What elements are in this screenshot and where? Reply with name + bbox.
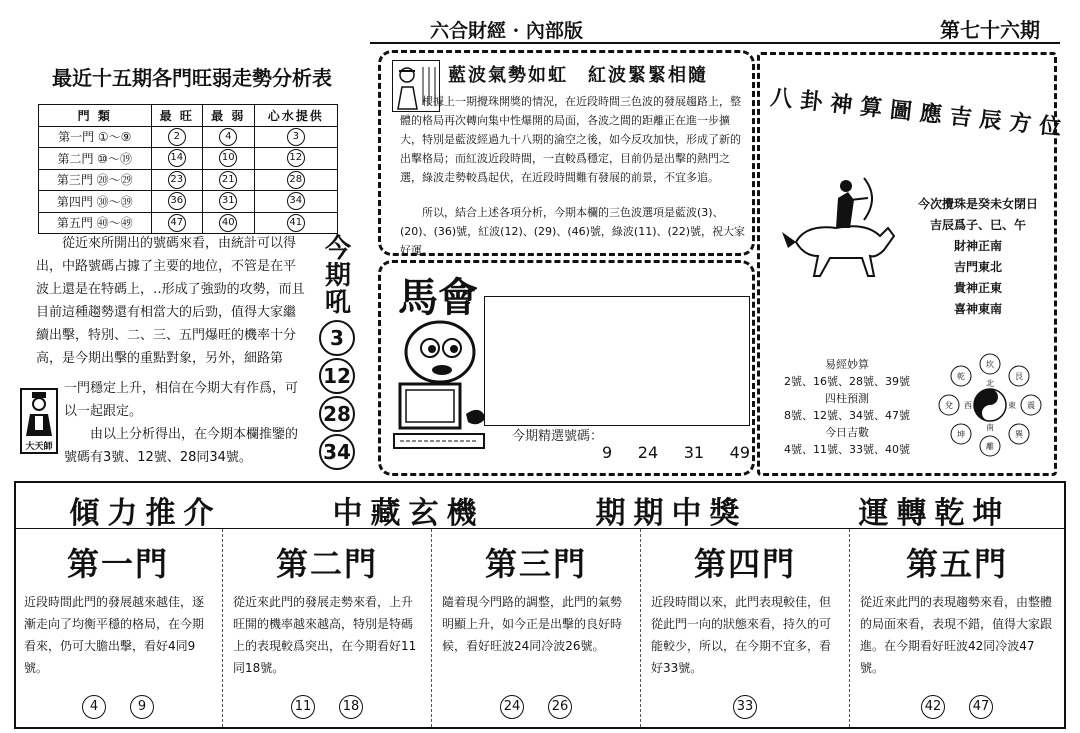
wave-title: 藍波氣勢如虹 紅波緊緊相隨 [448,65,708,86]
analysis-paragraph: 從近來所開出的號碼來看，由統計可以得出，中路號碼占據了主要的地位，不管是在平波上還是在特碼上，‥形成了強勁的攻勢，而且目前這種趨勢還有相當大的后勁，值得大家繼續出擊，特別、二、三、五門爆旺的機率十分高，是今期出擊的重點對象，另外，細路第 [36,236,305,366]
column-header: 心水提供 [254,105,338,127]
column-heading: 第二門 [275,545,378,583]
door-column-3 [432,529,641,727]
ball: 18 [339,695,363,719]
pick-number: 24 [637,443,659,462]
column-balls [14,695,222,719]
pick-value: 3 [287,128,305,146]
door-name: 第三門 ⑳～㉙ [39,169,152,191]
column-text: 從近來此門的發展走勢來看，上升旺開的機率越來越高，特別是特碼上的表現較爲突出，在今期看好11同18號。 [233,595,417,675]
ball: 42 [921,695,945,719]
bagua-label: 坎 [986,360,994,369]
lucky-numbers: 4號、11號、33號、40號 [784,443,910,456]
deity-seal [20,388,58,454]
max-value: 36 [168,192,186,210]
max-value: 2 [168,128,186,146]
sizhu-numbers: 8號、12號、34號、47號 [784,409,910,422]
shout-label: 今期吼 [324,234,351,318]
column-heading: 第四門 [693,545,796,583]
ball: 4 [82,695,106,719]
analysis-table [38,104,338,234]
slogan: 運轉乾坤 [858,496,1011,531]
column-balls [223,695,431,719]
bagua-label: 震 [1027,401,1035,410]
slogan: 中藏玄機 [332,496,485,531]
door-name: 第二門 ⑩～⑲ [39,148,152,170]
max-value: 47 [168,214,186,232]
yijing-label: 易經妙算 [825,358,869,371]
bagua-direction: 西 [964,401,972,410]
column-balls [850,695,1064,719]
table-header-row [39,105,338,127]
bagua-direction: 北 [986,379,994,388]
bagua-icon [930,350,1050,460]
calc-results [772,356,922,458]
table-row [39,169,338,191]
min-value: 31 [219,192,237,210]
fortune-line: 吉門東北 [953,260,1002,274]
fortune-line: 吉辰爲子、巳、午 [929,218,1026,232]
column-balls [432,695,640,719]
shout-number: 34 [319,434,355,470]
column-header: 門 類 [39,105,152,127]
pick-value: 28 [287,171,305,189]
column-text: 近段時間以來，此門表現較佳，但從此門一向的狀態來看，持久的可能較少，所以，在今期不宜多，看好33號。 [651,595,832,675]
bagua-label: 兌 [945,401,953,410]
column-header: 最 旺 [151,105,203,127]
bagua-label: 艮 [1015,372,1023,381]
cartoon-computer [390,318,490,458]
door-name: 第五門 ㊵～㊾ [39,212,152,234]
picks-heading: 馬會 [398,274,478,321]
min-value: 21 [219,171,237,189]
picks-label: 今期精選號碼： [512,429,604,444]
min-value: 4 [219,128,237,146]
shout-number: 28 [319,396,355,432]
shout-number: 3 [319,320,355,356]
pick-number: 49 [729,443,750,462]
lucky-label: 今日吉數 [825,426,869,439]
analysis-paragraph: 一門穩定上升，相信在今期大有作爲，可以一起跟定。 [64,381,299,419]
ball: 11 [291,695,315,719]
min-value: 40 [219,214,237,232]
picks-board [484,296,750,426]
ball: 33 [733,695,757,719]
column-text: 近段時間此門的發展越來越佳，逐漸走向了均衡平穩的格局，在今期看來，仍可大膽出擊，看好4同9號。 [24,595,205,675]
column-balls [641,695,849,719]
bagua-label: 巽 [1015,430,1023,439]
ball: 26 [548,695,572,719]
pick-number: 9 [602,443,613,462]
header-rule [370,42,1060,44]
bagua-label: 乾 [957,372,965,381]
fortune-line: 今次攪珠是癸未女閉日 [917,197,1038,211]
table-row [39,191,338,213]
bagua-direction: 南 [986,423,994,432]
deity-figure-icon [22,390,56,438]
pick-number: 31 [683,443,705,462]
table-row [39,126,338,148]
column-text: 隨着現今門路的調整，此門的氣勢明顯上升，如今正是出擊的良好時候，看好旺波24同冷波26號。 [442,595,623,653]
archer-on-horse-icon [776,172,906,282]
ball: 9 [130,695,154,719]
wave-paragraph: 根據上一期攪珠開獎的情況，在近段時間三色波的發展趨路上，整體的格局再次轉向集中性爆開的局面，各波之間的距離正在進一步擴大，特別是藍波經過九十八期的淪空之後，如今反攻加快，形成了新的出擊格局；而紅波近段時間，一直較爲穩定，目前仍是出擊的熱門之選，綠波走勢較爲起伏，在近段時間難有發展的前景，不宜多追。 [400,95,741,184]
table-row [39,212,338,234]
analysis-paragraph: 由以上分析得出，在今期本欄推鑒的號碼有3號、12號、28同34號。 [64,427,299,465]
door-column-1 [14,529,223,727]
column-heading: 第三門 [484,545,587,583]
bagua-direction: 東 [1008,401,1016,410]
column-heading: 第一門 [66,545,169,583]
max-value: 14 [168,149,186,167]
door-name: 第四門 ㉚～㊴ [39,191,152,213]
column-header: 最 弱 [203,105,255,127]
max-value: 23 [168,171,186,189]
table-row [39,148,338,170]
column-text: 從近來此門的表現趨勢來看，由整體的局面來看，表現不錯，值得大家跟進。在今期看好旺波42同冷波47號。 [860,595,1053,675]
cartoon-computer-icon [390,318,490,458]
issue-number: 第七十六期 [940,18,1040,42]
pick-value: 34 [287,192,305,210]
slogan: 傾力推介 [69,496,222,531]
bagua-label: 離 [986,442,994,451]
bagua-label: 坤 [957,430,965,439]
sizhu-label: 四柱預測 [825,392,869,405]
pick-value: 41 [287,214,305,232]
wave-paragraph: 所以，結合上述各項分析，今期本欄的三色波選項是藍波(3)、(20)、(36)號，紅波(12)、(29)、(46)號，綠波(11)、(22)號，祝大家好運。 [400,206,746,257]
fortune-line: 喜神東南 [953,302,1002,316]
fortune-line: 貴神正東 [953,281,1002,295]
masthead: 六合財經 · 內部版 [430,20,583,42]
min-value: 10 [219,149,237,167]
fortune-info [908,194,1048,320]
archer-illustration [776,172,906,282]
door-column-4 [641,529,850,727]
analysis-title: 最近十五期各門旺弱走勢分析表 [52,66,332,90]
door-name: 第一門 ①～⑨ [39,126,152,148]
door-column-2 [223,529,432,727]
column-heading: 第五門 [905,545,1008,583]
fortune-line: 財神正南 [953,239,1002,253]
door-column-5 [850,529,1064,727]
slogan-row [14,488,1066,531]
slogan: 期期中獎 [595,496,748,531]
seal-label: 大天師 [25,442,53,452]
picks-numbers [602,443,750,462]
yijing-numbers: 2號、16號、28號、39號 [784,375,910,388]
bagua-diagram [930,350,1050,460]
ball: 47 [969,695,993,719]
pick-value: 12 [287,149,305,167]
shout-number: 12 [319,358,355,394]
ball: 24 [500,695,524,719]
fortune-title: 八卦神算圖應吉辰方位 [769,84,1071,142]
